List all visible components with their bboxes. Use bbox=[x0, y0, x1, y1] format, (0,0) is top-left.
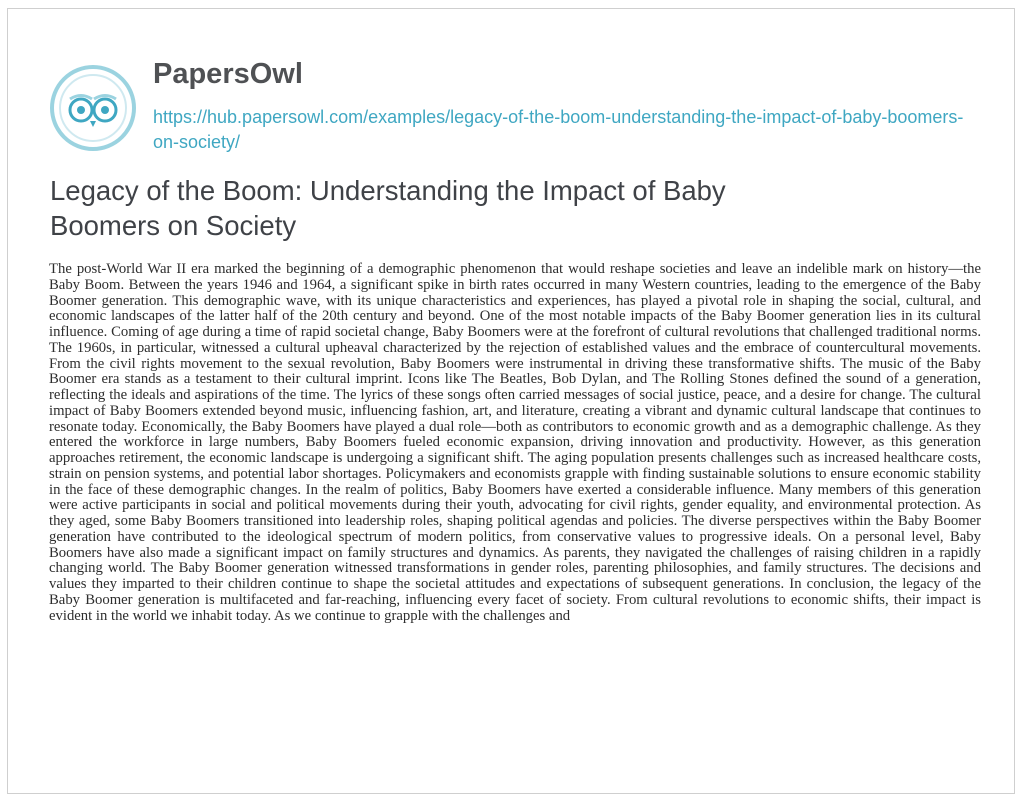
source-url-link[interactable]: https://hub.papersowl.com/examples/legacy-of-the-boom-understanding-the-impact-of-baby-boomers-on-society/ bbox=[153, 107, 964, 152]
header bbox=[50, 57, 990, 157]
document-title: Legacy of the Boom: Understanding the Impact of Baby Boomers on Society bbox=[50, 175, 726, 241]
owl-logo-icon bbox=[50, 65, 136, 151]
brand-name: PapersOwl bbox=[153, 58, 303, 90]
document-body: The post-World War II era marked the beginning of a demographic phenomenon that would reshape societies and leave an indelible mark on history—the Baby Boom. Between the years 1946 and 1964, a significant spike in birth rates occurred in many Western countries, leading to the emergence of the Baby Boomer generation. This demographic wave, with its unique characteristics and experiences, has played a pivotal role in shaping the social, cultural, and economic landscapes of the latter half of the 20th century and beyond. One of the most notable impacts of the Baby Boomer generation lies in its cultural influence. Coming of age during a time of rapid societal change, Baby Boomers were at the forefront of cultural revolutions that challenged traditional norms. The 1960s, in particular, witnessed a cultural upheaval characterized by the rejection of established values and the embrace of countercultural movements. From the civil rights movement to the sexual revolution, Baby Boomers were instrumental in driving these transformative shifts. The music of the Baby Boomer era stands as a testament to their cultural imprint. Icons like The Beatles, Bob Dylan, and The Rolling Stones defined the sound of a generation, reflecting the ideals and aspirations of the time. The lyrics of these songs often carried messages of social justice, peace, and a desire for change. The cultural impact of Baby Boomers extended beyond music, influencing fashion, art, and literature, creating a vibrant and dynamic cultural landscape that continues to resonate today. Economically, the Baby Boomers have played a dual role—both as contributors to economic growth and as a demographic challenge. As they entered the workforce in large numbers, Baby Boomers fueled economic expansion, driving innovation and productivity. However, as this generation approaches retirement, the economic landscape is undergoing a significant shift. The aging population presents challenges such as increased healthcare costs, strain on pension systems, and potential labor shortages. Policymakers and economists grapple with finding sustainable solutions to ensure economic stability in the face of these demographic changes. In the realm of politics, Baby Boomers have exerted a considerable influence. Many members of this generation were active participants in social and political movements during their youth, advocating for civil rights, gender equality, and environmental protection. As they aged, some Baby Boomers transitioned into leadership roles, shaping political agendas and policies. The diverse perspectives within the Baby Boomer generation have contributed to the ideological spectrum of modern politics, from conservative values to progressive ideals. On a personal level, Baby Boomers have also made a significant impact on family structures and dynamics. As parents, they navigated the challenges of raising children in a rapidly changing world. The Baby Boomer generation witnessed transformations in gender roles, parenting philosophies, and family structures. The decisions and values they imparted to their children continue to shape the societal attitudes and expectations of subsequent generations. In conclusion, the legacy of the Baby Boomer generation is multifaceted and far-reaching, influencing every facet of society. From cultural revolutions to economic shifts, their impact is evident in the world we inhabit today. As we continue to grapple with the challenges and bbox=[49, 261, 981, 624]
